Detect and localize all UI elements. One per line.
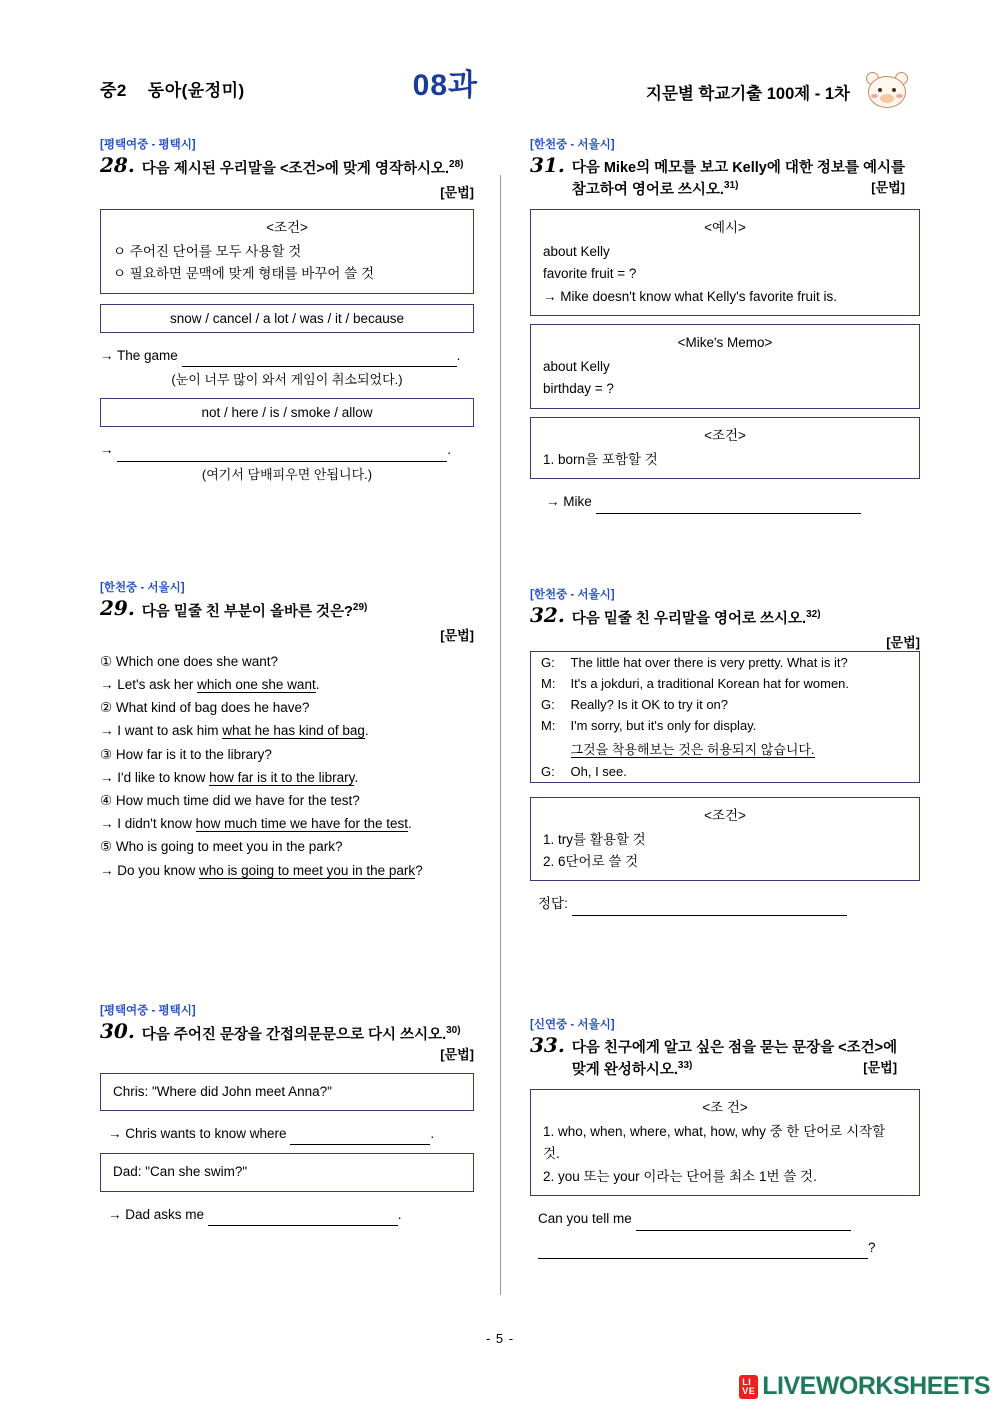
question-30-box-1: Chris: "Where did John meet Anna?" [100,1073,474,1111]
header-left-title: 중2 동아(윤정미) [100,81,245,100]
choice-answer: → Let's ask her which one she want. [100,676,320,692]
question-31-number: 31. [530,153,565,177]
question-28-answer-2: → . [100,439,474,462]
question-31-sup: 31) [723,180,739,192]
condition-item: 2. you 또는 your 이라는 단어를 최소 1번 쓸 것. [543,1168,817,1184]
right-column [500,136,940,1316]
example-title: <예시> [704,219,746,235]
logo-badge-line1: LI [742,1376,752,1387]
question-32-source: [한천중 - 서울시] [530,588,615,601]
choice-answer: → I'd like to know how far is it to the library. [100,769,359,785]
memo-line: birthday = ? [543,381,614,397]
example-line: → Mike doesn't know what Kelly's favorite fruit is. [543,288,838,304]
content-columns [60,136,940,1316]
lesson-title: 08과 [412,69,479,102]
answer-blank[interactable] [208,1204,398,1227]
question-31-text: 다음 Mike의 메모를 보고 Kelly에 대한 정보를 예시를 참고하여 영어로 쓰시오.$^{31)}$ [문법] [571,160,906,198]
example-line: favorite fruit = ? [543,266,637,282]
answer-blank[interactable] [538,1237,868,1260]
dialogue-line: I'm sorry, but it's only for display. [570,717,757,733]
question-33-answer: Can you tell me ? [530,1208,920,1259]
question-29-number: 29. [100,595,135,620]
question-30-source: [평택여중 - 평택시] [100,1004,196,1017]
question-33-source: [신연중 - 서울시] [530,1019,615,1032]
question-29-choices [100,650,474,882]
answer-blank[interactable] [117,439,447,462]
dialogue-row [531,761,920,783]
question-30-sup: 30) [446,1024,461,1036]
dialogue-speaker: G: [541,696,555,712]
dialogue-speaker: M: [541,675,556,691]
question-29 [100,579,474,882]
question-29-text: 다음 밑줄 친 부분이 올바른 것은?$^{29)}$ [141,601,368,620]
question-28 [100,136,474,483]
answer-blank[interactable] [290,1123,430,1146]
question-30 [100,1002,474,1226]
condition-item: 2. 6단어로 쓸 것 [543,854,639,870]
liveworksheets-logo[interactable] [739,1372,990,1401]
question-30-number: 30. [100,1018,135,1043]
question-32-answer: 정답: [530,893,920,916]
question-31 [530,136,920,514]
dialogue-speaker: G: [541,763,555,779]
condition-title: <조 건> [702,1099,748,1115]
condition-title: <조건> [266,219,308,235]
choice-answer: → I want to ask him what he has kind of bag. [100,723,369,739]
choice-answer: → I didn't know how much time we have for the test. [100,816,412,832]
question-29-sup: 29) [352,601,368,613]
dialogue-row [531,694,920,715]
question-29-source: [한천중 - 서울시] [100,581,185,594]
question-28-hint-2: (여기서 담배피우면 안됩니다.) [201,466,373,482]
question-28-hint-1: (눈이 너무 많이 와서 게임이 취소되었다.) [171,372,403,388]
question-32-number: 32. [530,602,565,627]
question-28-number: 28. [100,153,135,177]
question-32-text: 다음 밑줄 친 우리말을 영어로 쓰시오.$^{32)}$ [571,608,821,627]
answer-blank[interactable] [182,345,457,368]
question-33 [530,1016,920,1259]
choice-item[interactable]: ③ How far is it to the library? [100,746,272,762]
logo-badge-line2: VE [742,1385,756,1396]
bear-icon [864,72,910,112]
dialogue-line: The little hat over there is very pretty. What is it? [570,654,848,670]
question-30-box-2: Dad: "Can she swim?" [100,1153,474,1191]
question-32 [530,586,920,916]
dialogue-line: It's a jokduri, a traditional Korean hat for women. [570,675,850,691]
question-32-dialogue [530,651,920,783]
condition-item: 1. try를 활용할 것 [543,831,646,847]
dialogue-line-underlined: 그것을 착용해보는 것은 허용되지 않습니다. [570,741,815,757]
question-28-text: 다음 제시된 우리말을 <조건>에 맞게 영작하시오.$^{28)}$ [141,159,464,177]
choice-item[interactable]: ④ How much time did we have for the test? [100,792,360,808]
dialogue-line: Oh, I see. [570,763,627,779]
page-footer [0,1303,1000,1413]
question-28-condition-box [100,209,474,294]
question-33-text: 다음 친구에게 알고 싶은 점을 묻는 문장을 <조건>에 맞게 완성하시오.$^{33)}$ [문법] [571,1040,898,1078]
dialogue-row [531,651,920,673]
memo-line: about Kelly [543,359,610,375]
question-28-sup: 28) [449,159,464,170]
choice-item[interactable]: ① Which one does she want? [100,653,278,669]
condition-item: 1. born을 포함할 것 [543,451,658,467]
question-28-wordbank-2: not / here / is / smoke / allow [100,398,474,427]
question-28-source: [평택여중 - 평택시] [100,139,196,151]
dialogue-speaker: G: [541,654,555,670]
condition-item: 1. who, when, where, what, how, why 중 한 단어로 시작할 [543,1124,886,1140]
choice-item[interactable]: ② What kind of bag does he have? [100,700,310,716]
question-28-wordbank-1: snow / cancel / a lot / was / it / because [100,304,474,333]
left-column [60,136,500,1316]
answer-blank[interactable] [636,1208,851,1231]
question-28-answer-1: → The game . [100,345,474,368]
condition-item: ㅇ 필요하면 문맥에 맞게 형태를 바꾸어 쓸 것 [113,266,374,282]
condition-title: <조건> [704,427,746,443]
page-header [60,40,940,112]
condition-item: ㅇ 주어진 단어를 모두 사용할 것 [113,244,302,260]
condition-item: 것. [543,1146,560,1162]
question-31-tag: [문법] [871,180,906,196]
question-32-tag: [문법] [886,634,920,650]
question-31-source: [한천중 - 서울시] [530,139,615,151]
choice-answer: → Do you know who is going to meet you in the park? [100,862,423,878]
question-33-sup: 33) [677,1060,693,1072]
example-line: about Kelly [543,244,610,260]
header-right-title: 지문별 학교기출 100제 - 1차 [646,85,850,103]
question-31-memo-box [530,324,920,409]
dialogue-row [531,673,920,694]
memo-title: <Mike's Memo> [677,334,773,350]
answer-blank[interactable] [572,893,847,916]
logo-badge [739,1375,758,1399]
question-31-condition-box [530,417,920,480]
question-33-number: 33. [530,1033,565,1058]
question-30-answer-1: → Chris wants to know where . [100,1123,474,1146]
answer-blank[interactable] [596,491,861,514]
dialogue-speaker: M: [541,717,556,733]
dialogue-row [531,736,920,761]
page-number: - 5 - [485,1331,515,1346]
question-29-tag: [문법] [440,627,474,643]
condition-title: <조건> [704,807,746,823]
question-30-answer-2: → Dad asks me . [100,1204,474,1227]
question-31-answer: → Mike [530,491,920,514]
question-33-tag: [문법] [863,1060,898,1076]
question-30-tag: [문법] [440,1046,474,1062]
question-32-condition-box [530,797,920,882]
question-30-text: 다음 주어진 문장을 간접의문문으로 다시 쓰시오.$^{30)}$ [문법] [142,1021,474,1065]
question-28-tag: [문법] [440,184,474,200]
question-31-example-box [530,209,920,316]
dialogue-speaker-blank [531,736,565,761]
dialogue-line: Really? Is it OK to try it on? [570,696,729,712]
logo-text: LIVEWORKSHEETS [762,1372,990,1400]
choice-item[interactable]: ⑤ Who is going to meet you in the park? [100,839,343,855]
question-32-sup: 32) [806,608,821,620]
dialogue-row [531,715,920,736]
header-right-group [646,58,910,112]
question-33-condition-box [530,1089,920,1196]
